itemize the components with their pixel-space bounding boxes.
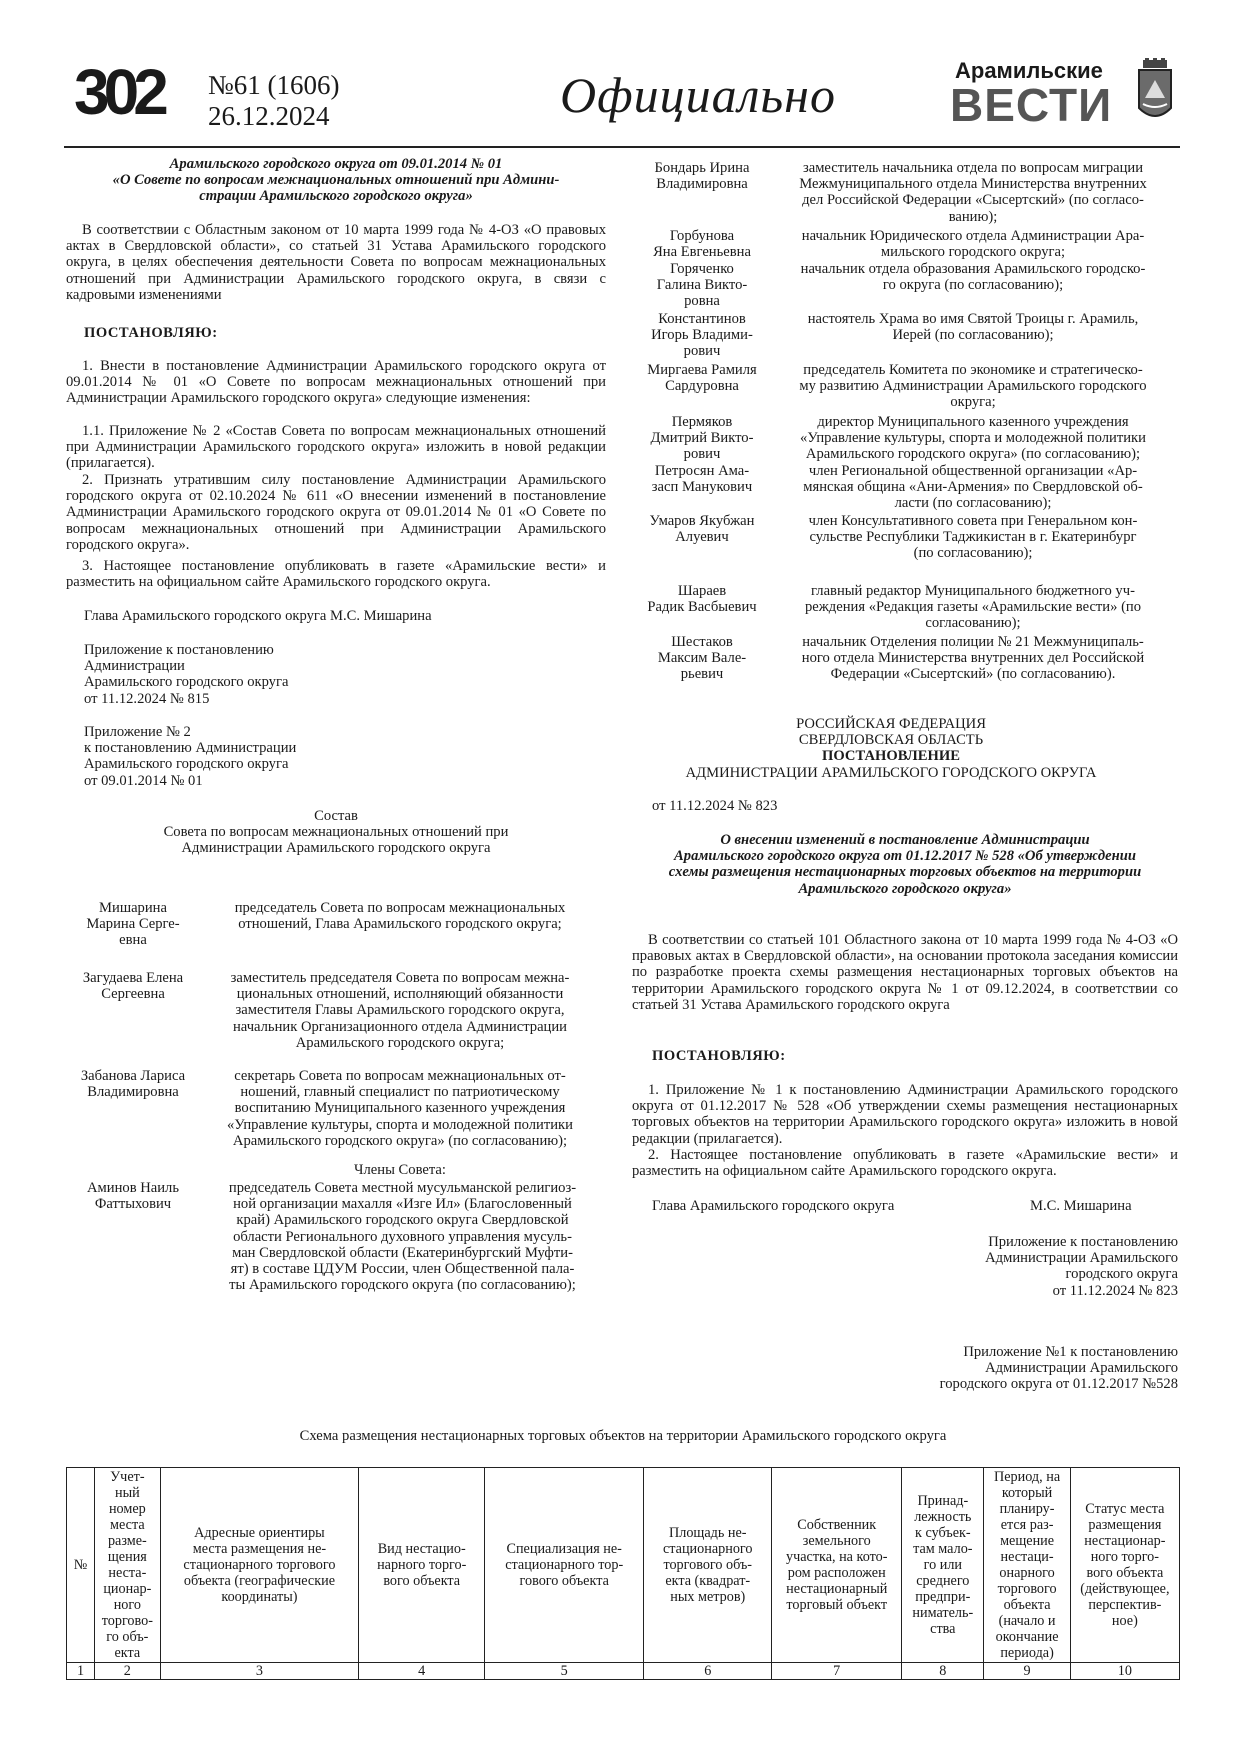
member-row — [636, 311, 1178, 360]
member-row — [636, 463, 1178, 512]
left-paragraph-3: 3. Настоящее постановление опубликовать в газете «Арамильские вести» и разместить на официальном сайте Арамильского городского округа. — [66, 558, 606, 591]
composition-line: Состав — [314, 808, 358, 824]
table-cell: 1 — [67, 1663, 95, 1680]
member-name: Аминов Наиль Фаттыхович — [87, 1180, 179, 1213]
left-decree-title — [66, 156, 606, 205]
member-row — [636, 160, 1178, 225]
member-row — [636, 583, 1178, 632]
appendix-line: Приложение к постановлению — [84, 642, 274, 658]
left-intro: В соответствии с Областным законом от 10 марта 1999 года № 4-ОЗ «О правовых актах в Свердловской области», со статьей 31 Устава Арамильского городского округа, в целях обеспечения деятельности Совета по вопросам межнациональных отношений при Администрации Арамильского городского округа, в связи с кадровыми изменениями — [66, 222, 606, 303]
brand-name-bottom: ВЕСТИ — [950, 79, 1113, 131]
appendix-line: Приложение № 2 — [84, 724, 191, 740]
column-header: Специализация не- стационарного тор- гового объекта — [485, 1468, 644, 1663]
table-cell: 4 — [359, 1663, 485, 1680]
member-role: заместитель председателя Совета по вопросам межна- циональных отношений, исполняющий обязанности заместителя Главы Арамильского городского округа, начальник Организационного отдела Администрации Арамильского городского округа; — [230, 970, 570, 1051]
heading-line: СВЕРДЛОВСКАЯ ОБЛАСТЬ — [798, 732, 984, 749]
decree-date: от 11.12.2024 № 823 — [652, 798, 778, 814]
table-cell: 8 — [902, 1663, 984, 1680]
member-role: председатель Комитета по экономике и стратегическо- му развитию Администрации Арамильского городского округа; — [799, 362, 1147, 411]
heading-line: РОССИЙСКАЯ ФЕДЕРАЦИЯ — [796, 716, 986, 732]
left-appendix-1 — [84, 642, 484, 707]
column-header: № — [67, 1468, 95, 1663]
title-line: схемы размещения нестационарных торговых объектов на территории — [668, 864, 1142, 881]
title-line: Арамильского городского округа» — [798, 880, 1012, 897]
member-name: Константинов Игорь Владими- рович — [651, 311, 753, 360]
title-line: Арамильского городского округа от 09.01.2014 № 01 — [169, 156, 503, 172]
heading-line: ПОСТАНОВЛЕНИЕ — [822, 748, 960, 765]
table-header-row — [67, 1468, 1180, 1663]
left-paragraph-1-1: 1.1. Приложение № 2 «Состав Совета по вопросам межнациональных отношений при Администрации Арамильского городского округа» изложить в новой редакции (прилагается). — [66, 423, 606, 472]
column-header: Адресные ориентиры места размещения не- стационарного торгового объекта (географические координаты) — [160, 1468, 359, 1663]
left-paragraph-2: 2. Признать утратившим силу постановление Администрации Арамильского городского округа от 02.10.2024 № 611 «О внесении изменений в постановление Администрации Арамильского городского округа от 09.01.2014 № 01 «О Совете по вопросам межнациональных отношений при Администрации Арамильского городского округа». — [66, 472, 606, 553]
table-cell: 7 — [772, 1663, 902, 1680]
heading-line: АДМИНИСТРАЦИИ АРАМИЛЬСКОГО ГОРОДСКОГО ОКРУГА — [685, 764, 1097, 781]
column-header: Собственник земельного участка, на кото- ром расположен нестационарный торговый объект — [772, 1468, 902, 1663]
member-role: секретарь Совета по вопросам межнациональных от- ношений, главный специалист по патриотическому воспитанию Муниципального казенного учреждения «Управление культуры, спорта и молодежной политики Арамильского городского округа» (по согласованию); — [227, 1068, 573, 1149]
member-row — [636, 634, 1178, 683]
right-decree-title — [630, 832, 1180, 897]
member-name: Умаров Якубжан Алуевич — [649, 513, 755, 546]
column-header: Статус места размещения нестационар- ного торго- вого объекта (действующее, перспектив- ное) — [1070, 1468, 1179, 1663]
member-row — [66, 1068, 600, 1149]
appendix-line: городского округа от 01.12.2017 №528 — [939, 1376, 1178, 1393]
left-paragraph-1: 1. Внести в постановление Администрации Арамильского городского округа от 09.01.2014 № 01 «О Совете по вопросам межнациональных отношений при Администрации Арамильского городского округа» следующие изменения: — [66, 358, 606, 407]
member-role: директор Муниципального казенного учреждения «Управление культуры, спорта и молодежной политики Арамильского городского округа» (по согласованию); — [800, 414, 1146, 463]
column-header: Принад- лежность к субъек- там мало- го или среднего предпри- ниматель- ства — [902, 1468, 984, 1663]
scheme-title: Схема размещения нестационарных торговых объектов на территории Арамильского городского округа — [299, 1428, 947, 1444]
composition-title — [66, 808, 606, 857]
member-row — [66, 970, 600, 1051]
appendix-line: от 11.12.2024 № 815 — [84, 690, 210, 707]
table-cell: 3 — [160, 1663, 359, 1680]
appendix-line: Администрации Арамильского — [985, 1250, 1178, 1267]
right-paragraph-2: 2. Настоящее постановление опубликовать в газете «Арамильские вести» и разместить на официальном сайте Арамильского городского округа. — [632, 1147, 1178, 1180]
table-cell: 9 — [984, 1663, 1070, 1680]
header-rule — [64, 146, 1180, 148]
title-line: Арамильского городского округа от 01.12.2017 № 528 «Об утверждении — [674, 848, 1136, 865]
table-cell: 10 — [1070, 1663, 1179, 1680]
member-name: Горяченко Галина Викто- ровна — [656, 261, 748, 310]
member-row — [66, 1180, 605, 1293]
member-row — [66, 900, 600, 949]
right-signature-name: М.С. Мишарина — [1030, 1198, 1132, 1214]
member-name: Мишарина Марина Серге- евна — [86, 900, 180, 949]
appendix-line: городского округа — [1065, 1266, 1178, 1283]
table-cell: 6 — [644, 1663, 772, 1680]
right-appendix-1 — [880, 1234, 1178, 1299]
column-header: Период, на который планиру- ется раз- мещение нестаци- онарного торгового объекта (начало и окончание периода) — [984, 1468, 1070, 1663]
scheme-table — [66, 1467, 1180, 1680]
member-role: настоятель Храма во имя Святой Троицы г. Арамиль, Иерей (по согласованию); — [807, 311, 1139, 344]
appendix-line: от 11.12.2024 № 823 — [1052, 1282, 1178, 1299]
page-number: 302 — [74, 56, 163, 128]
table-row — [67, 1663, 1180, 1680]
left-appendix-2 — [84, 724, 484, 789]
member-name: Шестаков Максим Вале- рьевич — [657, 634, 747, 683]
coat-of-arms-icon — [1135, 58, 1175, 128]
member-role: начальник Юридического отдела Администрации Ара- мильского городского округа; — [801, 228, 1145, 261]
member-name: Загудаева Елена Сергеевна — [82, 970, 184, 1003]
members-heading: Члены Совета: — [354, 1162, 446, 1178]
member-name: Петросян Ама- засп Манукович — [651, 463, 753, 496]
composition-line: Совета по вопросам межнациональных отношений при — [163, 824, 509, 841]
brand-name-top: Арамильские — [955, 58, 1103, 83]
right-signature-title: Глава Арамильского городского округа — [652, 1198, 895, 1214]
member-name: Горбунова Яна Евгеньевна — [653, 228, 751, 261]
member-name: Бондарь Ирина Владимировна — [654, 160, 750, 193]
appendix-line: Арамильского городского округа — [84, 756, 289, 773]
decree-heading — [636, 716, 1146, 781]
appendix-line: к постановлению Администрации — [84, 740, 297, 757]
member-role: начальник отдела образования Арамильского городско- го округа (по согласованию); — [800, 261, 1146, 294]
appendix-line: Приложение №1 к постановлению — [963, 1344, 1178, 1360]
composition-line: Администрации Арамильского городского округа — [181, 840, 491, 857]
appendix-line: от 09.01.2014 № 01 — [84, 772, 203, 789]
table-cell: 2 — [95, 1663, 161, 1680]
member-name: Пермяков Дмитрий Викто- рович — [650, 414, 754, 463]
right-appendix-2 — [820, 1344, 1178, 1393]
member-role: председатель Совета местной мусульманской религиоз- ной организации махалля «Изге Ил» (Благословенный край) Арамильского городского округа Свердловской области Регионального духовного управления мусуль- ман Свердловской области (Екатеринбургский Муфти- ят) в составе ЦДУМ России, член Общественной пала- ты Арамильского городского округа (по согласованию); — [228, 1180, 577, 1294]
member-role: главный редактор Муниципального бюджетного уч- реждения «Редакция газеты «Арамильские вести» (по согласованию); — [804, 583, 1142, 632]
right-paragraph-1: 1. Приложение № 1 к постановлению Администрации Арамильского городского округа от 01.12.2017 № 528 «Об утверждении схемы размещения нестационарных торговых объектов на территории Арамильского городского округа» изложить в новой редакции (прилагается). — [632, 1082, 1178, 1147]
title-line: «О Совете по вопросам межнациональных отношений при Админи- — [112, 172, 560, 189]
member-name: Миргаева Рамиля Сардуровна — [647, 362, 757, 395]
left-signature: Глава Арамильского городского округа М.С. Мишарина — [84, 608, 432, 624]
column-header: Площадь не- стационарного торгового объ- екта (квадрат- ных метров) — [644, 1468, 772, 1663]
member-role: председатель Совета по вопросам межнациональных отношений, Глава Арамильского городского округа; — [234, 900, 566, 933]
member-name: Забанова Лариса Владимировна — [80, 1068, 186, 1101]
issue-number: №61 (1606) — [208, 70, 340, 100]
column-header: Вид нестацио- нарного торго- вого объекта — [359, 1468, 485, 1663]
appendix-line: Арамильского городского округа — [84, 674, 289, 691]
issue-date: 26.12.2024 — [208, 101, 330, 131]
member-row — [636, 414, 1178, 463]
section-title: Официально — [560, 67, 836, 123]
appendix-line: Администрации Арамильского — [985, 1360, 1178, 1377]
right-decree-word: ПОСТАНОВЛЯЮ: — [652, 1048, 786, 1064]
member-row — [636, 362, 1178, 411]
member-role: член Региональной общественной организации «Ар- мянская община «Ани-Армения» по Свердловской об- ласти (по согласованию); — [803, 463, 1143, 512]
column-header: Учет- ный номер места разме- щения неста- ционар- ного торгово- го объ- екта — [95, 1468, 161, 1663]
appendix-line: Приложение к постановлению — [988, 1234, 1178, 1250]
member-role: заместитель начальника отдела по вопросам миграции Межмуниципального отдела Министерства внутренних дел Российской Федерации «Сысертский» (по согласо- ванию); — [799, 160, 1147, 225]
member-row — [636, 513, 1178, 562]
title-line: О внесении изменений в постановление Администрации — [720, 832, 1090, 848]
right-intro: В соответствии со статьей 101 Областного закона от 10 марта 1999 года № 4-ОЗ «О правовых актах в Свердловской области», на основании протокола заседания комиссии по разработке проекта схемы размещения нестационарных торговых объектов на территории Арамильского городского округа № 1 от 09.12.2024, в соответствии со статьей 31 Устава Арамильского городского округа — [632, 932, 1178, 1013]
table-cell: 5 — [485, 1663, 644, 1680]
member-role: начальник Отделения полиции № 21 Межмуниципаль- ного отдела Министерства внутренних дел Российской Федерации «Сысертский» (по согласованию). — [801, 634, 1145, 683]
member-row — [636, 261, 1178, 310]
left-decree-word: ПОСТАНОВЛЯЮ: — [84, 325, 218, 341]
member-row — [636, 228, 1178, 260]
appendix-line: Администрации — [84, 658, 185, 675]
member-role: член Консультативного совета при Генеральном кон- сульстве Республики Таджикистан в г. Екатеринбург (по согласованию); — [808, 513, 1138, 562]
member-name: Шараев Радик Васбыевич — [647, 583, 757, 616]
title-line: страции Арамильского городского округа» — [199, 188, 473, 205]
